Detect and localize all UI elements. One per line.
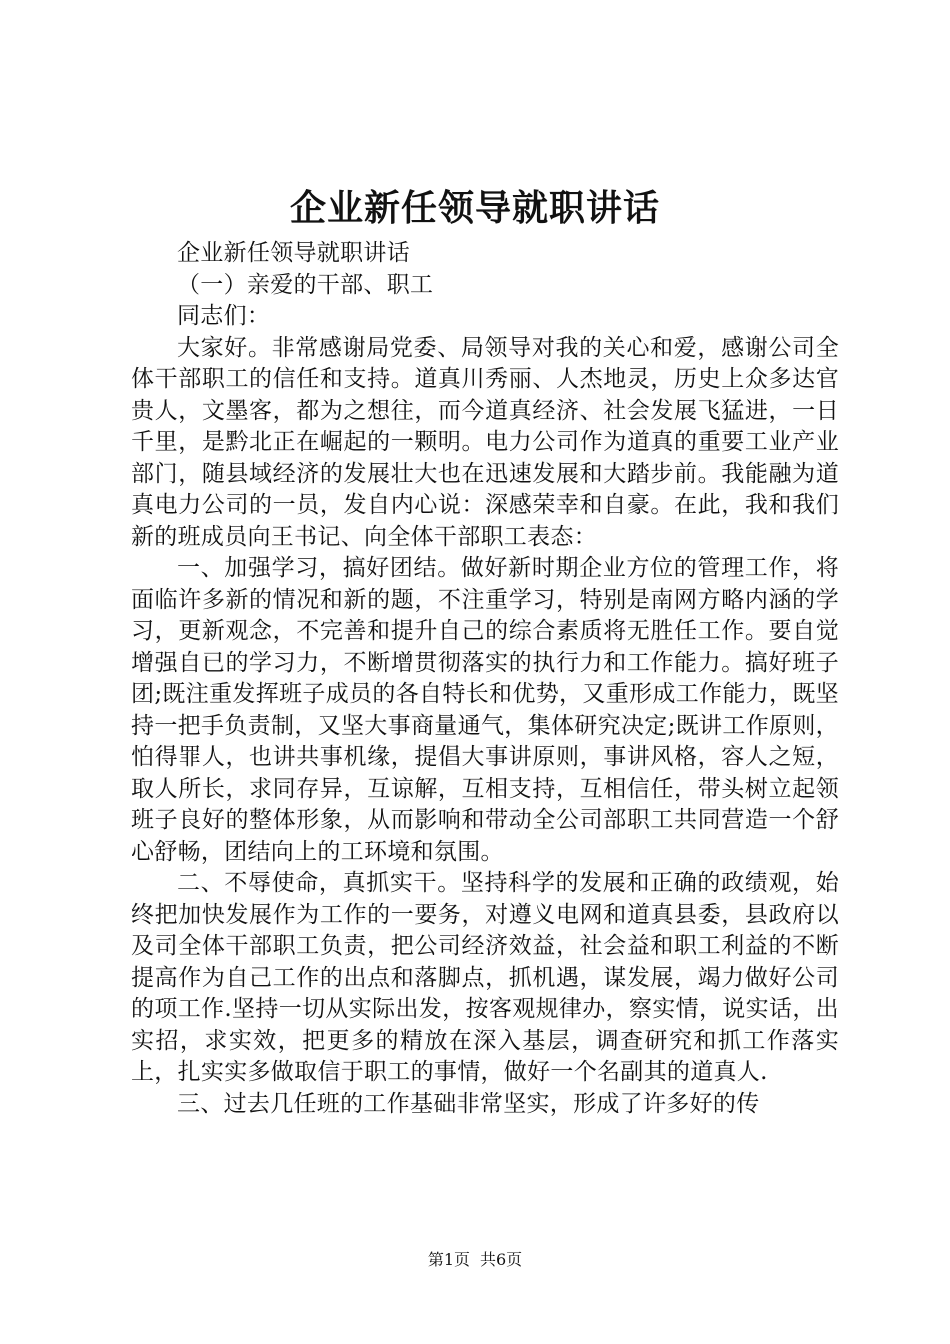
document-body xyxy=(131,238,839,1120)
page-number: 第1页 xyxy=(427,1250,470,1269)
paragraph-point-3: 三、过去几任班的工作基础非常坚实，形成了许多好的传 xyxy=(177,1090,760,1117)
paragraph-subtitle: 企业新任领导就职讲话 xyxy=(177,240,410,266)
document-title: 企业新任领导就职讲话 xyxy=(289,187,660,229)
page-total: 共6页 xyxy=(480,1250,523,1269)
paragraph-point-1: 一、加强学习，搞好团结。做好新时期企业方位的管理工作，将面临许多新的情况和新的题，不注重学习，特别是南网方略内涵的学习，更新观念，不完善和提升自己的综合素质将无胜任工作。要自觉增强自已的学习力，不断增贯彻落实的执行力和工作能力。搞好班子团;既注重发挥班子成员的各自特长和优势，又重形成工作能力，既坚持一把手负责制，又坚大事商量通气，集体研究决定;既讲工作原则，怕得罪人，也讲共事机缘，提倡大事讲原则，事讲风格，容人之短，取人所长，求同存异，互谅解，互相支持，互相信任，带头树立起领班子良好的整体形象，从而影响和带动全公司部职工共同营造一个舒心舒畅，团结向上的工环境和氛围。 xyxy=(131,555,839,865)
paragraph-salutation-1: （一）亲爱的干部、职工 xyxy=(177,271,434,298)
paragraph-point-2: 二、不辱使命，真抓实干。坚持科学的发展和正确的政绩观，始终把加快发展作为工作的一要务，对遵义电网和道真县委，县政府以及司全体干部职工负责，把公司经济效益，社会益和职工利益的不断提高作为自己工作的出点和落脚点，抓机遇，谋发展，竭力做好公司的项工作.坚持一切从实际出发，按客观规律办，察实情，说实话，出实招，求实效，把更多的精放在深入基层，调查研究和抓工作落实上，扎实实多做取信于职工的事情，做好一个名副其的道真人. xyxy=(131,870,839,1085)
paragraph-greeting: 大家好。非常感谢局党委、局领导对我的关心和爱，感谢公司全体干部职工的信任和支持。道真川秀丽、人杰地灵，历史上众多达官贵人，文墨客，都为之想往，而今道真经济、社会发展飞猛进，一日千里，是黔北正在崛起的一颗明。电力公司作为道真的重要工业产业部门，随县域经济的发展壮大也在迅速发展和大踏步前。我能融为道真电力公司的一员，发自内心说：深感荣幸和自豪。在此，我和我们新的班成员向王书记、向全体干部职工表态： xyxy=(131,334,839,550)
page-footer xyxy=(0,1250,950,1270)
paragraph-salutation-2: 同志们： xyxy=(177,303,271,329)
